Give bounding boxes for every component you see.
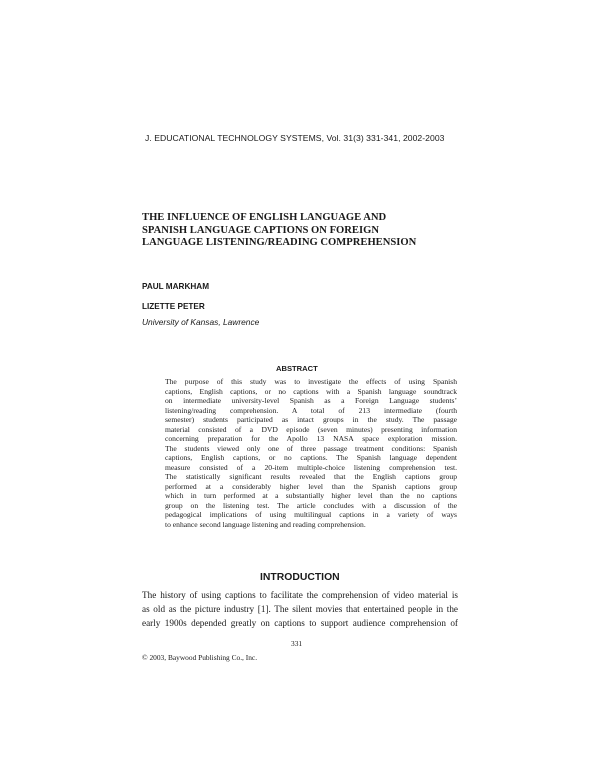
copyright-notice: © 2003, Baywood Publishing Co., Inc. — [142, 653, 258, 662]
abstract-line: captions, English captions, or no captions. The Spanish language dependent — [165, 453, 457, 462]
abstract-heading: ABSTRACT — [276, 364, 318, 373]
abstract-line: pedagogical implications of using multilingual captions in a variety of ways — [165, 510, 457, 519]
section-heading-introduction: INTRODUCTION — [260, 572, 340, 583]
journal-citation: J. EDUCATIONAL TECHNOLOGY SYSTEMS, Vol. 31(3) 331-341, 2002-2003 — [145, 133, 445, 143]
page-number: 331 — [291, 639, 303, 648]
abstract-line: concerning preparation for the Apollo 13 NASA space exploration mission. — [165, 434, 457, 443]
abstract-line: which in turn performed at a substantially higher level than the no captions — [165, 491, 457, 500]
title-line: THE INFLUENCE OF ENGLISH LANGUAGE AND — [142, 212, 387, 223]
abstract-line: The statistically significant results revealed that the English captions group — [165, 472, 457, 481]
author-name: LIZETTE PETER — [142, 302, 205, 311]
article-title — [142, 212, 462, 250]
abstract-line: The purpose of this study was to investigate the effects of using Spanish — [165, 377, 457, 386]
abstract-line: group on the listening test. The article concludes with a discussion of the — [165, 500, 457, 510]
abstract-line: on intermediate university-level Spanish as a Foreign Language students’ — [165, 396, 457, 405]
author-name: PAUL MARKHAM — [142, 282, 210, 291]
abstract-line: listening/reading comprehension. A total of 213 intermediate (fourth — [165, 405, 457, 415]
introduction-body — [142, 589, 458, 630]
abstract-line: material consisted of a DVD episode (seven minutes) presenting information — [165, 424, 457, 434]
author-affiliation: University of Kansas, Lawrence — [142, 317, 260, 327]
abstract-body — [165, 377, 457, 529]
body-line: as old as the picture industry [1]. The silent movies that entertained people in the — [142, 603, 458, 614]
body-line: early 1900s depended greatly on captions to support audience comprehension of — [142, 617, 458, 628]
abstract-line: captions, English captions, or no captions with a Spanish language soundtrack — [165, 386, 457, 396]
abstract-line: performed at a considerably higher level than the Spanish captions group — [165, 481, 457, 491]
title-line: LANGUAGE LISTENING/READING COMPREHENSION — [142, 237, 417, 248]
body-line: The history of using captions to facilitate the comprehension of video material is — [142, 590, 458, 600]
abstract-line: measure consisted of a 20-item multiple-choice listening comprehension test. — [165, 462, 457, 472]
abstract-line: The students viewed only one of three passage treatment conditions: Spanish — [165, 443, 457, 453]
title-line: SPANISH LANGUAGE CAPTIONS ON FOREIGN — [142, 224, 380, 236]
abstract-line: semester) students participated as intact groups in the study. The passage — [165, 415, 457, 424]
abstract-line: to enhance second language listening and reading comprehension. — [165, 519, 366, 529]
